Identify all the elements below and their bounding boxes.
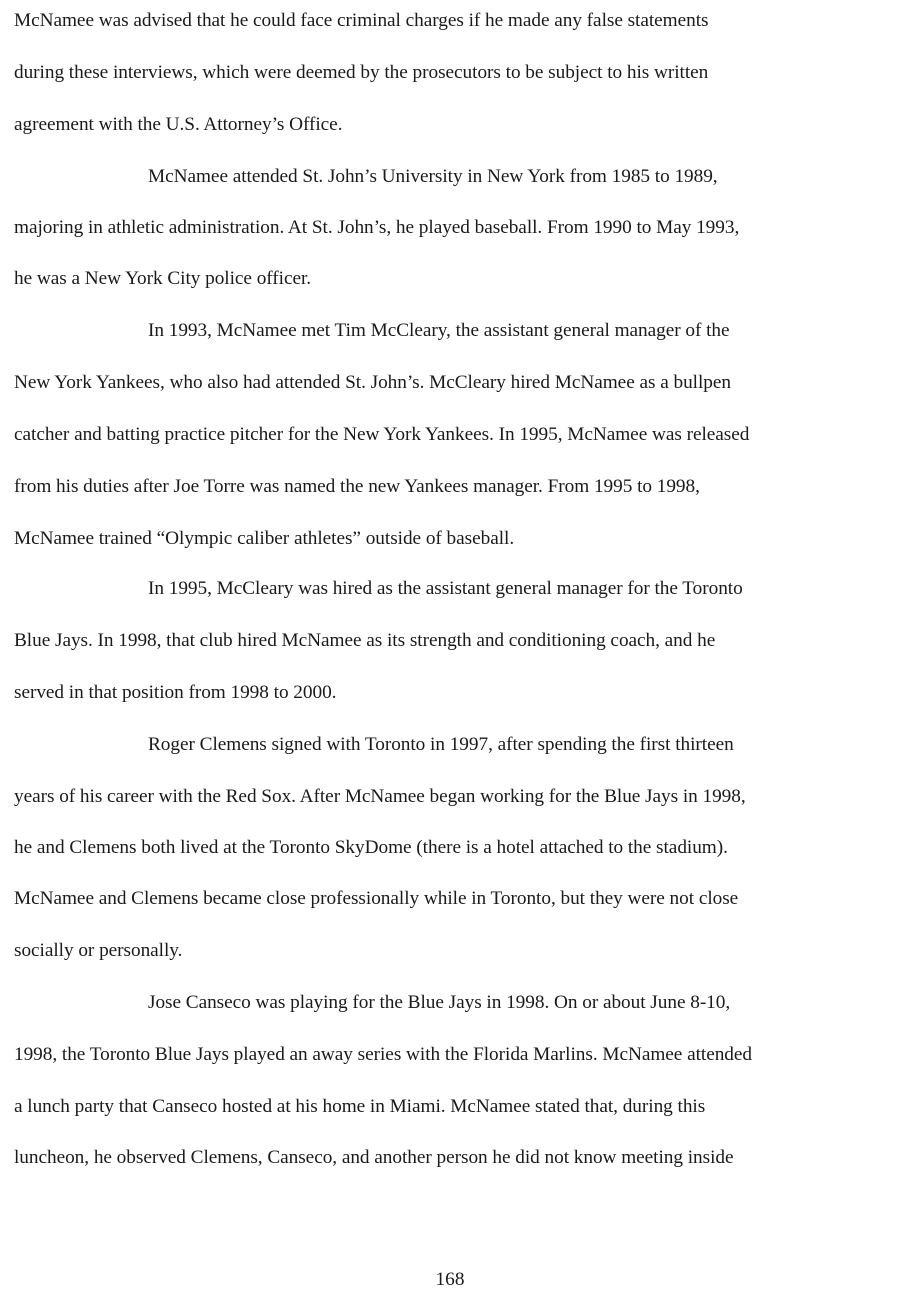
text-line-13: Blue Jays. In 1998, that club hired McNamee as its strength and conditioning coach, and he [14,630,716,651]
text-line-10: from his duties after Joe Torre was named the new Yankees manager. From 1995 to 1998, [14,476,700,497]
text-line-18: McNamee and Clemens became close professionally while in Toronto, but they were not close [14,888,739,909]
text-line-3: agreement with the U.S. Attorney’s Office. [14,114,343,135]
text-line-1: McNamee was advised that he could face criminal charges if he made any false statements [14,10,709,31]
text-line-19: socially or personally. [14,940,183,961]
text-line-2: during these interviews, which were deemed by the prosecutors to be subject to his written [14,62,709,83]
text-line-9: catcher and batting practice pitcher for the New York Yankees. In 1995, McNamee was released [14,424,750,445]
text-line-6: he was a New York City police officer. [14,268,312,289]
text-line-17: he and Clemens both lived at the Toronto SkyDome (there is a hotel attached to the stadium). [14,837,728,858]
text-line-15: Roger Clemens signed with Toronto in 1997, after spending the first thirteen [148,734,734,755]
text-line-7: In 1993, McNamee met Tim McCleary, the assistant general manager of the [148,320,730,341]
text-line-21: 1998, the Toronto Blue Jays played an away series with the Florida Marlins. McNamee attended [14,1044,752,1065]
text-line-8: New York Yankees, who also had attended St. John’s. McCleary hired McNamee as a bullpen [14,372,731,393]
text-line-23: luncheon, he observed Clemens, Canseco, and another person he did not know meeting inside [14,1147,734,1168]
text-line-14: served in that position from 1998 to 2000. [14,682,337,703]
text-line-12: In 1995, McCleary was hired as the assistant general manager for the Toronto [148,578,743,599]
text-line-5: majoring in athletic administration. At St. John’s, he played baseball. From 1990 to May 1993, [14,217,740,238]
text-line-22: a lunch party that Canseco hosted at his home in Miami. McNamee stated that, during this [14,1096,706,1117]
page-number: 168 [435,1269,465,1290]
text-line-16: years of his career with the Red Sox. After McNamee began working for the Blue Jays in 1998, [14,786,746,807]
text-line-20: Jose Canseco was playing for the Blue Jays in 1998. On or about June 8-10, [148,992,731,1013]
text-line-4: McNamee attended St. John’s University in New York from 1985 to 1989, [148,166,718,187]
text-line-11: McNamee trained “Olympic caliber athletes” outside of baseball. [14,528,515,549]
